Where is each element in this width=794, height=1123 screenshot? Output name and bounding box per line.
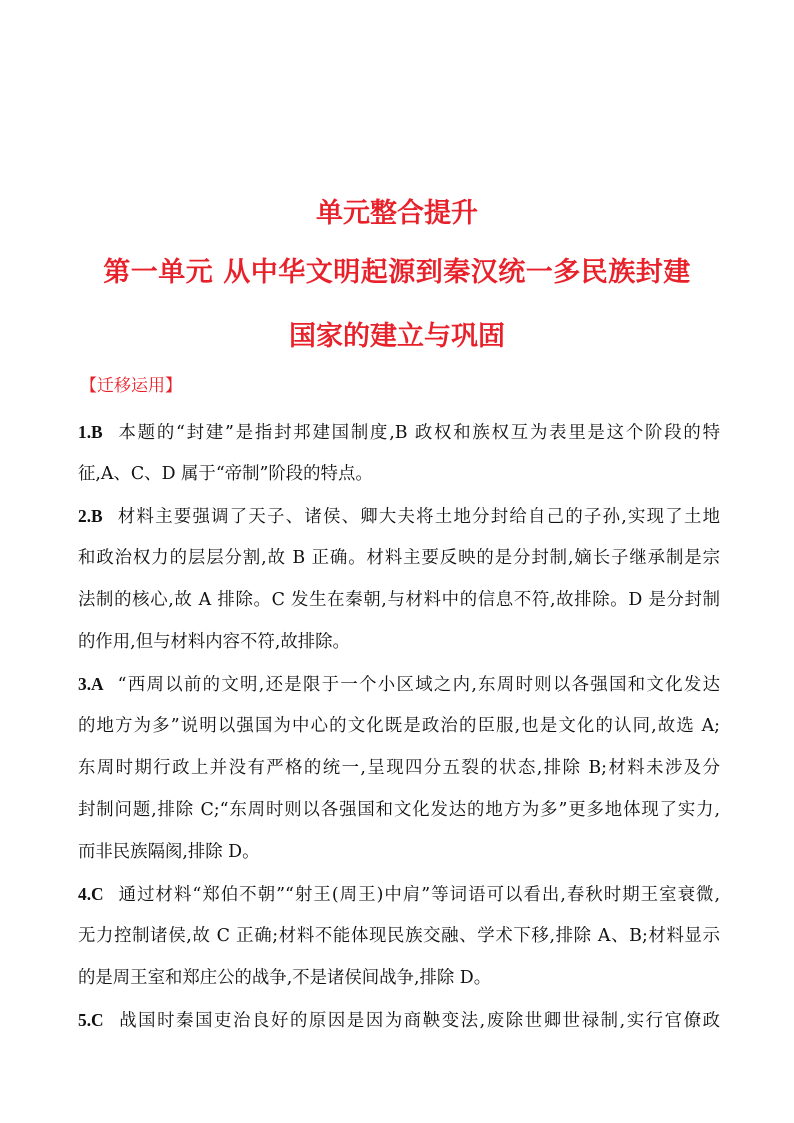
answer-1-line-2: 征,A、C、D 属于“帝制”阶段的特点。 (78, 464, 373, 484)
unit-heading: 单元整合提升 (316, 198, 478, 229)
answer-3-line-4: 封制问题,排除 C;“东周时则以各强国和文化发达的地方为多”更多地体现了实力, (78, 800, 720, 820)
answer-2-number: 2.B (78, 506, 103, 526)
unit-title-line-2: 国家的建立与巩固 (289, 321, 505, 352)
answer-4-text: 通过材料“郑伯不朝”“射王(周王)中肩”等词语可以看出,春秋时期王室衰微, (117, 885, 720, 905)
answer-2-line-3: 法制的核心,故 A 排除。C 发生在秦朝,与材料中的信息不符,故排除。D 是分封制 (78, 590, 720, 610)
section-label: 【迁移运用】 (80, 376, 182, 396)
answer-4-line-2: 无力控制诸侯,故 C 正确;材料不能体现民族交融、学术下移,排除 A、B;材料显示 (78, 926, 720, 946)
answer-4-line-3: 的是周王室和郑庄公的战争,不是诸侯间战争,排除 D。 (78, 968, 492, 988)
unit-title-line-1: 第一单元 从中华文明起源到秦汉统一多民族封建 (103, 257, 691, 288)
answer-3-line-2: 的地方为多”说明以强国为中心的文化既是政治的臣服,也是文化的认同,故选 A; (78, 716, 720, 736)
answer-5-number: 5.C (78, 1010, 104, 1030)
answer-2-line-1 (78, 495, 720, 537)
answer-5-text: 战国时秦国吏治良好的原因是因为商鞅变法,废除世卿世禄制,实行官僚政 (117, 1011, 720, 1031)
answer-3-line-5: 而非民族隔阂,排除 D。 (78, 842, 260, 862)
answer-3-line-1 (78, 663, 720, 705)
answer-1-line-1 (78, 411, 720, 453)
answer-4-line-1 (78, 873, 720, 915)
answer-4-number: 4.C (78, 884, 104, 904)
answer-5-line-1 (78, 999, 720, 1041)
answer-list (78, 411, 720, 1041)
answer-3-number: 3.A (78, 674, 104, 694)
answer-2-line-2: 和政治权力的层层分割,故 B 正确。材料主要反映的是分封制,嫡长子继承制是宗 (78, 548, 720, 568)
answer-1-number: 1.B (78, 422, 103, 442)
answer-2-line-4: 的作用,但与材料内容不符,故排除。 (78, 632, 350, 652)
answer-3-text: “西周以前的文明,还是限于一个小区域之内,东周时则以各强国和文化发达 (117, 675, 720, 695)
answer-2-text: 材料主要强调了天子、诸侯、卿大夫将土地分封给自己的子孙,实现了土地 (116, 507, 720, 527)
answer-1-text: 本题的“封建”是指封邦建国制度,B 政权和族权互为表里是这个阶段的特 (116, 423, 720, 443)
answer-3-line-3: 东周时期行政上并没有严格的统一,呈现四分五裂的状态,排除 B;材料未涉及分 (78, 758, 720, 778)
